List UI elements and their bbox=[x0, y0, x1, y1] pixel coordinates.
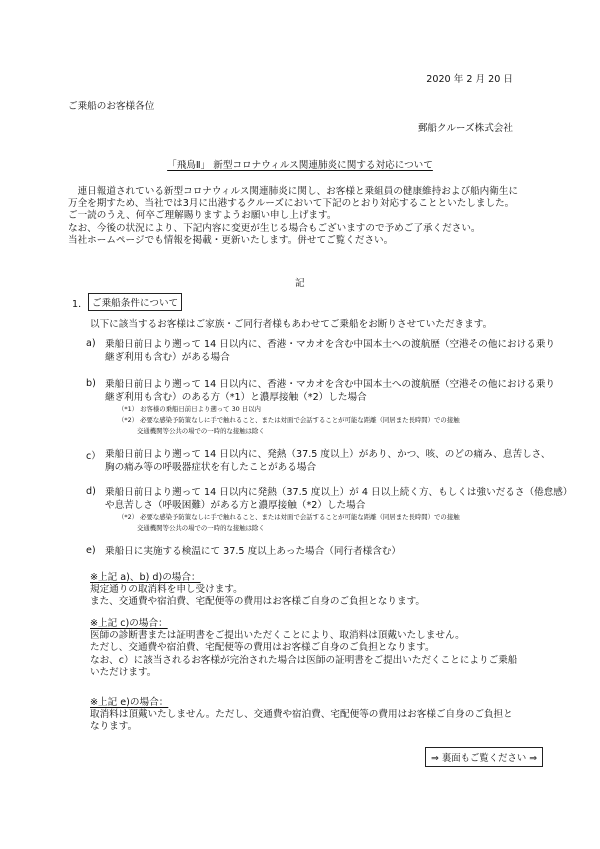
intro-line: 当社ホームページでも情報を掲載・更新いたします。併せてご覧ください。 bbox=[68, 234, 394, 246]
remark-line: いただけます。 bbox=[90, 666, 157, 678]
condition-d bbox=[105, 486, 572, 512]
condition-b bbox=[105, 378, 555, 404]
remark-e bbox=[90, 697, 513, 734]
intro-paragraph bbox=[68, 186, 518, 247]
remark-heading: ※上記 e)の場合： bbox=[90, 697, 169, 708]
company-name: 郵船クルーズ株式会社 bbox=[417, 123, 513, 134]
remark-line: 医師の診断書または証明書をご提出いただくことにより、取消料は頂戴いたしません。 bbox=[90, 630, 465, 642]
section-lead: 以下に該当するお客様はご家族・ご同行者様もあわせてご乗船をお断りさせていただきます。 bbox=[90, 319, 493, 330]
condition-line: 乗船日前日より遡って 14 日以内に発熱（37.5 度以上）が 4 日以上続く方、もしくは強いだるさ（倦怠感） bbox=[105, 487, 573, 498]
condition-e bbox=[105, 545, 401, 558]
intro-line: ご一読のうえ、何卒ご理解賜りますようお願い申し上げます。 bbox=[68, 210, 337, 222]
remark-line: なります。 bbox=[90, 721, 138, 733]
remark-line: また、交通費や宿泊費、宅配便等の費用はお客様ご自身のご負担となります。 bbox=[90, 596, 426, 608]
condition-line: 乗船日前日より遡って 14 日以内に、香港・マカオを含む中国本土への渡航歴（空港その他における乗り bbox=[105, 339, 556, 350]
remark-line: なお、c）に該当されるお客様が完治された場合は医師の証明書をご提出いただくことによりご乗船 bbox=[90, 654, 518, 666]
remark-heading: ※上記 c)の場合： bbox=[90, 618, 168, 629]
remark-heading: ※上記 a)、b) d)の場合： bbox=[90, 572, 201, 583]
condition-line: 乗船日に実施する検温にて 37.5 度以上あった場合（同行者様含む） bbox=[105, 546, 401, 557]
condition-c bbox=[105, 448, 550, 474]
condition-c-label: c） bbox=[86, 451, 101, 462]
condition-a bbox=[105, 338, 555, 364]
condition-b-label: b) bbox=[86, 378, 96, 389]
document-title bbox=[0, 157, 600, 171]
condition-d-notes bbox=[118, 512, 460, 534]
intro-line: 万全を期すため、当社では3月に出港するクルーズにおいて下記のとおり対応することといたしました。 bbox=[68, 198, 515, 210]
condition-line: 乗船日前日より遡って 14 日以内に、香港・マカオを含む中国本土への渡航歴（空港その他における乗り bbox=[105, 379, 556, 390]
remark-abd bbox=[90, 572, 425, 609]
remark-line: 取消料は頂戴いたしません。ただし、交通費や宿泊費、宅配便等の費用はお客様ご自身のご負担と bbox=[90, 709, 513, 721]
footnote-line: （*1） お客様の乗船日前日より遡って 30 日以内 bbox=[118, 405, 261, 413]
document-date: 2020 年 2 月 20 日 bbox=[426, 74, 513, 85]
footnote-line: 交通機関等公共の場での一時的な接触は除く bbox=[137, 523, 265, 532]
footnote-line: （*2） 必要な感染予防策なしに手で触れること、または対面で会話することが可能な距離（同居また長時間）での接触 bbox=[118, 415, 460, 424]
condition-line: や息苦しさ（呼吸困難）がある方と濃厚接触（*2）した場合 bbox=[105, 500, 366, 511]
footnote-line: （*2） 必要な感染予防策なしに手で触れること、または対面で会話することが可能な距離（同居また長時間）での接触 bbox=[118, 513, 460, 521]
condition-d-label: d) bbox=[86, 486, 96, 497]
condition-line: 乗船日前日より遡って 14 日以内に、発熱（37.5 度以上）があり、かつ、咳、のどの痛み、息苦しさ、 bbox=[105, 449, 551, 460]
document-title-text: 「飛鳥Ⅱ」 新型コロナウィルス関連肺炎に関する対応について bbox=[167, 160, 433, 171]
addressee: ご乗船のお客様各位 bbox=[68, 101, 155, 112]
remark-c bbox=[90, 618, 517, 679]
remark-line: 規定通りの取消料を申し受けます。 bbox=[90, 584, 243, 596]
condition-e-label: e) bbox=[86, 545, 96, 556]
condition-b-notes bbox=[118, 404, 460, 436]
ki-marker: 記 bbox=[295, 278, 305, 289]
section-number: 1． bbox=[72, 299, 88, 310]
section-heading: ご乗船条件について bbox=[88, 293, 182, 311]
see-reverse-note: ⇒ 裏面もご覧ください ⇒ bbox=[425, 747, 543, 767]
condition-line: 胸の痛み等の呼吸器症状を有したことがある場合 bbox=[105, 462, 317, 473]
condition-a-label: a) bbox=[86, 338, 96, 349]
intro-line: なお、今後の状況により、下記内容に変更が生じる場合もございますので予めご了承ください。 bbox=[68, 222, 481, 234]
remark-line: ただし、交通費や宿泊費、宅配便等の費用はお客様ご自身のご負担となります。 bbox=[90, 642, 435, 654]
footnote-line: 交通機関等公共の場での一時的な接触は除く bbox=[137, 426, 265, 435]
condition-line: 継ぎ利用も含む）がある場合 bbox=[105, 352, 230, 363]
intro-line: 連日報道されている新型コロナウィルス関連肺炎に関し、お客様と乗組員の健康維持および船内衛生に bbox=[68, 186, 519, 197]
condition-line: 継ぎ利用も含む）のある方（*1）と濃厚接触（*2）した場合 bbox=[105, 392, 367, 403]
